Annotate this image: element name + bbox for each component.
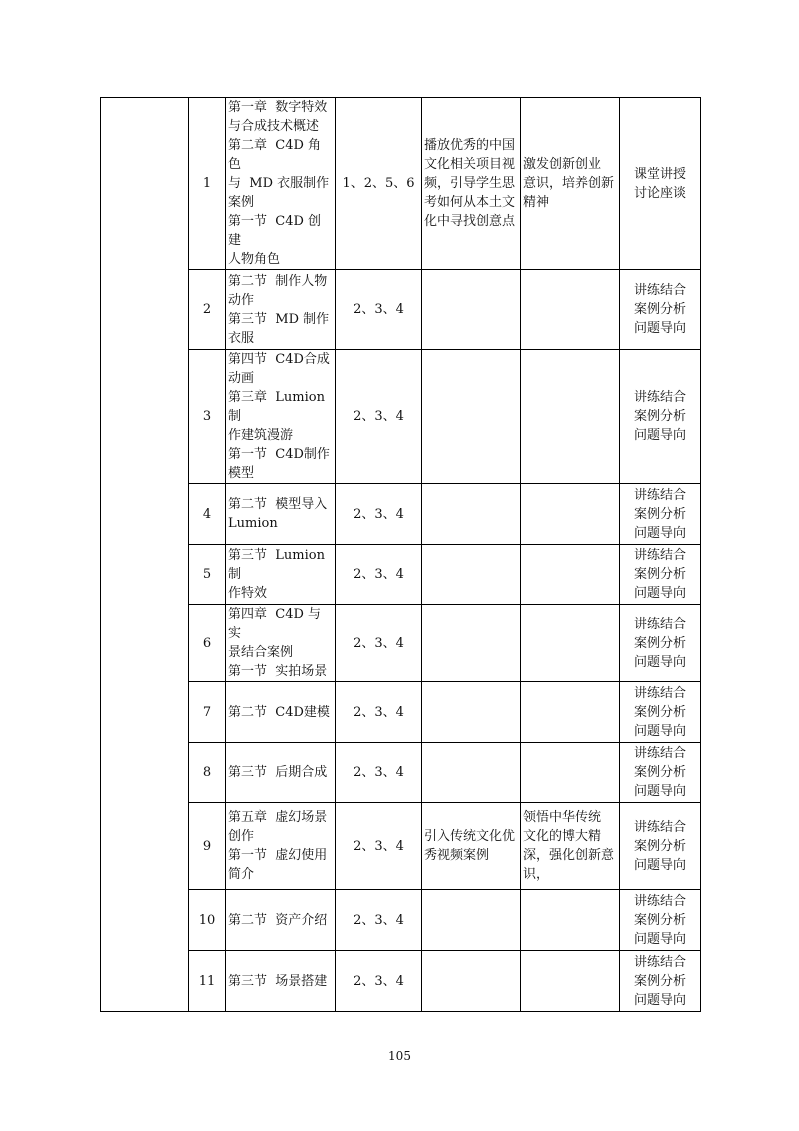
teaching-method-cell <box>620 350 701 484</box>
education-aim-cell <box>521 350 620 484</box>
teaching-method-cell <box>620 605 701 682</box>
teaching-method-cell-line: 讲练结合 <box>633 616 686 632</box>
teaching-method-cell <box>620 270 701 350</box>
chapter-cell <box>226 951 336 1012</box>
teaching-method-cell-line: 讲练结合 <box>633 746 686 761</box>
chapter-cell-line: 第二节 C4D建模 <box>228 704 330 720</box>
objective-cell: 2、3、4 <box>336 890 422 951</box>
teaching-method-cell-line: 问题导向 <box>633 525 686 541</box>
ideology-element-cell-line: 秀视频案例 <box>424 848 490 863</box>
chapter-cell-line: 景结合案例 <box>228 645 294 660</box>
table-row <box>101 682 701 743</box>
teaching-method-cell <box>620 951 701 1012</box>
chapter-cell-line: 第一节 C4D 创建 <box>228 214 322 248</box>
week-number-cell: 2 <box>189 270 226 350</box>
objective-cell: 2、3、4 <box>336 605 422 682</box>
chapter-cell <box>226 350 336 484</box>
objective-cell: 2、3、4 <box>336 951 422 1012</box>
week-number-cell: 10 <box>189 890 226 951</box>
chapter-cell-line: 与 MD 衣服制作 <box>228 176 330 191</box>
teaching-method-cell <box>620 545 701 605</box>
teaching-method-cell <box>620 743 701 803</box>
chapter-cell <box>226 270 336 350</box>
teaching-method-cell-line: 问题导向 <box>633 654 686 670</box>
ideology-element-cell-line: 播放优秀的中国 <box>424 138 516 153</box>
teaching-method-cell-line: 讲练结合 <box>633 685 686 701</box>
week-number-cell: 5 <box>189 545 226 605</box>
teaching-method-cell-line: 问题导向 <box>633 784 686 799</box>
chapter-cell-line: 第三节 后期合成 <box>228 765 328 780</box>
table-row <box>101 484 701 545</box>
chapter-cell-line: 动作 <box>228 292 255 308</box>
ideology-element-cell <box>422 98 521 270</box>
education-aim-cell-line: 激发创新创业 <box>523 157 602 172</box>
week-number-cell: 7 <box>189 682 226 743</box>
ideology-element-cell <box>422 682 521 743</box>
ideology-element-cell <box>422 890 521 951</box>
education-aim-cell <box>521 682 620 743</box>
teaching-method-cell-line: 问题导向 <box>633 723 686 739</box>
ideology-element-cell <box>422 803 521 890</box>
teaching-method-cell-line: 课堂讲授 <box>633 166 686 182</box>
chapter-cell-line: 第三节 MD 制作 <box>228 311 330 327</box>
teaching-method-cell-line: 案例分析 <box>633 635 686 651</box>
week-number-cell: 4 <box>189 484 226 545</box>
table-row <box>101 270 701 350</box>
education-aim-cell-line: 精神 <box>523 195 550 210</box>
table-row <box>101 98 701 270</box>
chapter-cell-line: 第四节 C4D合成 <box>228 352 330 367</box>
ideology-element-cell <box>422 270 521 350</box>
table-row <box>101 951 701 1012</box>
ideology-element-cell-line: 文化相关项目视 <box>424 157 516 172</box>
week-number-cell: 8 <box>189 743 226 803</box>
teaching-method-cell-line: 讲练结合 <box>633 819 686 835</box>
objective-cell: 2、3、4 <box>336 270 422 350</box>
education-aim-cell <box>521 98 620 270</box>
ideology-element-cell <box>422 951 521 1012</box>
chapter-cell-line: 第一节 实拍场景 <box>228 664 328 679</box>
teaching-method-cell-line: 讨论座谈 <box>633 185 686 201</box>
objective-cell: 1、2、5、6 <box>336 98 422 270</box>
chapter-cell-line: 第二节 制作人物 <box>228 273 328 289</box>
chapter-cell-line: 衣服 <box>228 330 255 346</box>
teaching-method-cell-line: 问题导向 <box>633 992 686 1008</box>
teaching-method-cell-line: 讲练结合 <box>633 893 686 909</box>
education-aim-cell-line: 意识，培养创新 <box>523 176 615 191</box>
chapter-cell-line: 作建筑漫游 <box>228 428 294 443</box>
teaching-method-cell-line: 问题导向 <box>633 428 686 443</box>
ideology-element-cell-line: 引入传统文化优 <box>424 829 516 844</box>
education-aim-cell <box>521 545 620 605</box>
chapter-cell-line: 第三节 场景搭建 <box>228 973 328 989</box>
education-aim-cell <box>521 951 620 1012</box>
table-row <box>101 890 701 951</box>
teaching-method-cell <box>620 890 701 951</box>
teaching-method-cell-line: 案例分析 <box>633 567 686 582</box>
teaching-method-cell-line: 问题导向 <box>633 931 686 947</box>
education-aim-cell-line: 深，强化创新意 <box>523 848 615 863</box>
objective-cell: 2、3、4 <box>336 545 422 605</box>
chapter-cell-line: 创作 <box>228 829 255 844</box>
chapter-cell-line: 案例 <box>228 195 255 210</box>
teaching-method-cell-line: 案例分析 <box>633 302 686 317</box>
table-row <box>101 350 701 484</box>
week-number-cell: 6 <box>189 605 226 682</box>
week-number-cell: 11 <box>189 951 226 1012</box>
teaching-method-cell-line: 案例分析 <box>633 973 686 989</box>
week-number-cell: 9 <box>189 803 226 890</box>
objective-cell: 2、3、4 <box>336 682 422 743</box>
education-aim-cell <box>521 890 620 951</box>
table-row <box>101 545 701 605</box>
ideology-element-cell <box>422 545 521 605</box>
chapter-cell <box>226 98 336 270</box>
education-aim-cell-line: 文化的博大精 <box>523 829 602 844</box>
chapter-cell-line: 第三节 Lumion制 <box>228 548 325 582</box>
teaching-method-cell-line: 案例分析 <box>633 409 686 424</box>
objective-cell: 2、3、4 <box>336 803 422 890</box>
teaching-method-cell-line: 问题导向 <box>633 857 686 873</box>
table-row <box>101 605 701 682</box>
teaching-method-cell-line: 讲练结合 <box>633 487 686 503</box>
education-aim-cell <box>521 803 620 890</box>
teaching-method-cell-line: 讲练结合 <box>633 548 686 563</box>
chapter-cell-line: 作特效 <box>228 586 268 601</box>
week-number-cell: 1 <box>189 98 226 270</box>
teaching-method-cell-line: 讲练结合 <box>633 283 686 298</box>
teaching-method-cell-line: 问题导向 <box>633 586 686 601</box>
teaching-method-cell-line: 案例分析 <box>633 506 686 522</box>
chapter-cell <box>226 743 336 803</box>
chapter-cell-line: 第四章 C4D 与实 <box>228 607 322 641</box>
chapter-cell <box>226 682 336 743</box>
week-number-cell: 3 <box>189 350 226 484</box>
objective-cell: 2、3、4 <box>336 350 422 484</box>
teaching-method-cell <box>620 803 701 890</box>
ideology-element-cell-line: 考如何从本土文 <box>424 195 516 210</box>
education-aim-cell <box>521 484 620 545</box>
objective-cell: 2、3、4 <box>336 743 422 803</box>
chapter-cell-line: 与合成技术概述 <box>228 119 320 134</box>
table-body <box>101 98 701 1012</box>
page-number: 105 <box>388 1049 411 1063</box>
chapter-cell-line: 人物角色 <box>228 252 281 267</box>
teaching-method-cell-line: 问题导向 <box>633 321 686 336</box>
teaching-method-cell <box>620 484 701 545</box>
ideology-element-cell-line: 频，引导学生思 <box>424 176 516 191</box>
education-aim-cell-line: 识， <box>523 867 550 882</box>
table-row <box>101 803 701 890</box>
teaching-method-cell-line: 案例分析 <box>633 838 686 854</box>
chapter-cell-line: 第一章 数字特效 <box>228 100 328 115</box>
merged-blank-cell <box>101 98 189 1012</box>
chapter-cell-line: Lumion <box>228 516 278 531</box>
objective-cell: 2、3、4 <box>336 484 422 545</box>
teaching-method-cell-line: 讲练结合 <box>633 390 686 405</box>
chapter-cell-line: 第五章 虚幻场景 <box>228 810 328 825</box>
chapter-cell-line: 第三章 Lumion 制 <box>228 390 330 424</box>
chapter-cell-line: 第二节 资产介绍 <box>228 912 328 928</box>
ideology-element-cell <box>422 743 521 803</box>
teaching-method-cell-line: 案例分析 <box>633 765 686 780</box>
chapter-cell-line: 简介 <box>228 867 255 882</box>
teaching-method-cell-line: 讲练结合 <box>633 954 686 970</box>
chapter-cell-line: 动画 <box>228 371 255 386</box>
chapter-cell <box>226 803 336 890</box>
chapter-cell-line: 第二章 C4D 角色 <box>228 138 322 172</box>
ideology-element-cell <box>422 605 521 682</box>
teaching-method-cell <box>620 682 701 743</box>
chapter-cell-line: 第二节 模型导入 <box>228 497 328 512</box>
education-aim-cell <box>521 270 620 350</box>
education-aim-cell <box>521 743 620 803</box>
teaching-method-cell-line: 案例分析 <box>633 704 686 720</box>
ideology-element-cell <box>422 484 521 545</box>
teaching-method-cell-line: 案例分析 <box>633 912 686 928</box>
chapter-cell-line: 第一节 C4D制作 <box>228 447 330 462</box>
education-aim-cell-line: 领悟中华传统 <box>523 810 602 825</box>
chapter-cell-line: 第一节 虚幻使用 <box>228 848 328 863</box>
course-schedule-table <box>100 97 701 1012</box>
chapter-cell <box>226 545 336 605</box>
ideology-element-cell-line: 化中寻找创意点 <box>424 214 516 229</box>
chapter-cell <box>226 605 336 682</box>
table-row <box>101 743 701 803</box>
teaching-method-cell <box>620 98 701 270</box>
education-aim-cell <box>521 605 620 682</box>
chapter-cell <box>226 890 336 951</box>
ideology-element-cell <box>422 350 521 484</box>
chapter-cell <box>226 484 336 545</box>
chapter-cell-line: 模型 <box>228 466 255 481</box>
